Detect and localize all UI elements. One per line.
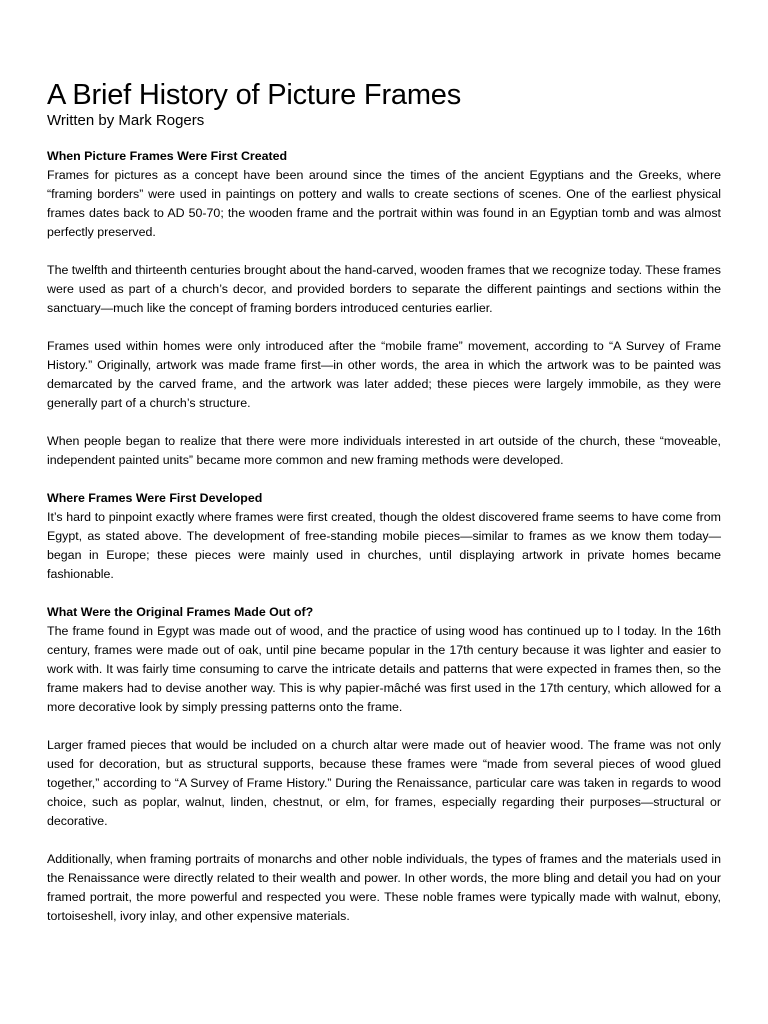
section-first-developed (47, 489, 721, 584)
section-first-created (47, 147, 721, 470)
section-heading: When Picture Frames Were First Created (47, 149, 288, 163)
document-title: A Brief History of Picture Frames (47, 79, 462, 111)
paragraph: It’s hard to pinpoint exactly where frames were first created, though the oldest discovered frame seems to have come from Egypt, as stated above. The development of free-standing mobile pieces—similar to frames as we know them today—began in Europe; these pieces were mainly used in churches, until displaying artwork in private homes became fashionable. (47, 510, 721, 581)
section-heading: Where Frames Were First Developed (47, 491, 263, 505)
document-byline: Written by Mark Rogers (47, 112, 205, 129)
paragraph: Frames for pictures as a concept have been around since the times of the ancient Egyptians and the Greeks, where “framing borders” were used in paintings on pottery and walls to create sections of scenes. One of the earliest physical frames dates back to AD 50-70; the wooden frame and the portrait within was found in an Egyptian tomb and was almost perfectly preserved. (47, 168, 721, 239)
paragraph: Frames used within homes were only introduced after the “mobile frame” movement, according to “A Survey of Frame History.” Originally, artwork was made frame first—in other words, the area in which the artwork was to be painted was demarcated by the carved frame, and the artwork was later added; these pieces were largely immobile, as they were generally part of a church’s structure. (47, 339, 721, 410)
section-original-materials (47, 603, 721, 926)
paragraph: Additionally, when framing portraits of monarchs and other noble individuals, the types of frames and the materials used in the Renaissance were directly related to their wealth and power. In other words, the more bling and detail you had on your framed portrait, the more powerful and respected you were. These noble frames were typically made with walnut, ebony, tortoiseshell, ivory inlay, and other expensive materials. (47, 852, 721, 923)
paragraph: When people began to realize that there were more individuals interested in art outside of the church, these “moveable, independent painted units” became more common and new framing methods were developed. (47, 434, 721, 467)
paragraph: The frame found in Egypt was made out of wood, and the practice of using wood has continued up to l today. In the 16th century, frames were made out of oak, until pine became popular in the 17th century because it was lighter and easier to work with. It was fairly time consuming to carve the intricate details and patterns that were expected in frames then, so the frame makers had to devise another way. This is why papier-mâché was first used in the 17th century, which allowed for a more decorative look by simply pressing patterns onto the frame. (47, 624, 721, 714)
section-heading: What Were the Original Frames Made Out of? (47, 605, 314, 619)
paragraph: Larger framed pieces that would be included on a church altar were made out of heavier wood. The frame was not only used for decoration, but as structural supports, because these frames were “made from several pieces of wood glued together,” according to “A Survey of Frame History.” During the Renaissance, particular care was taken in regards to wood choice, such as poplar, walnut, linden, chestnut, or elm, for frames, especially regarding their purposes—structural or decorative. (47, 738, 721, 828)
paragraph: The twelfth and thirteenth centuries brought about the hand-carved, wooden frames that we recognize today. These frames were used as part of a church’s decor, and provided borders to separate the different paintings and sections within the sanctuary—much like the concept of framing borders introduced centuries earlier. (47, 263, 721, 315)
document-body (47, 78, 721, 945)
